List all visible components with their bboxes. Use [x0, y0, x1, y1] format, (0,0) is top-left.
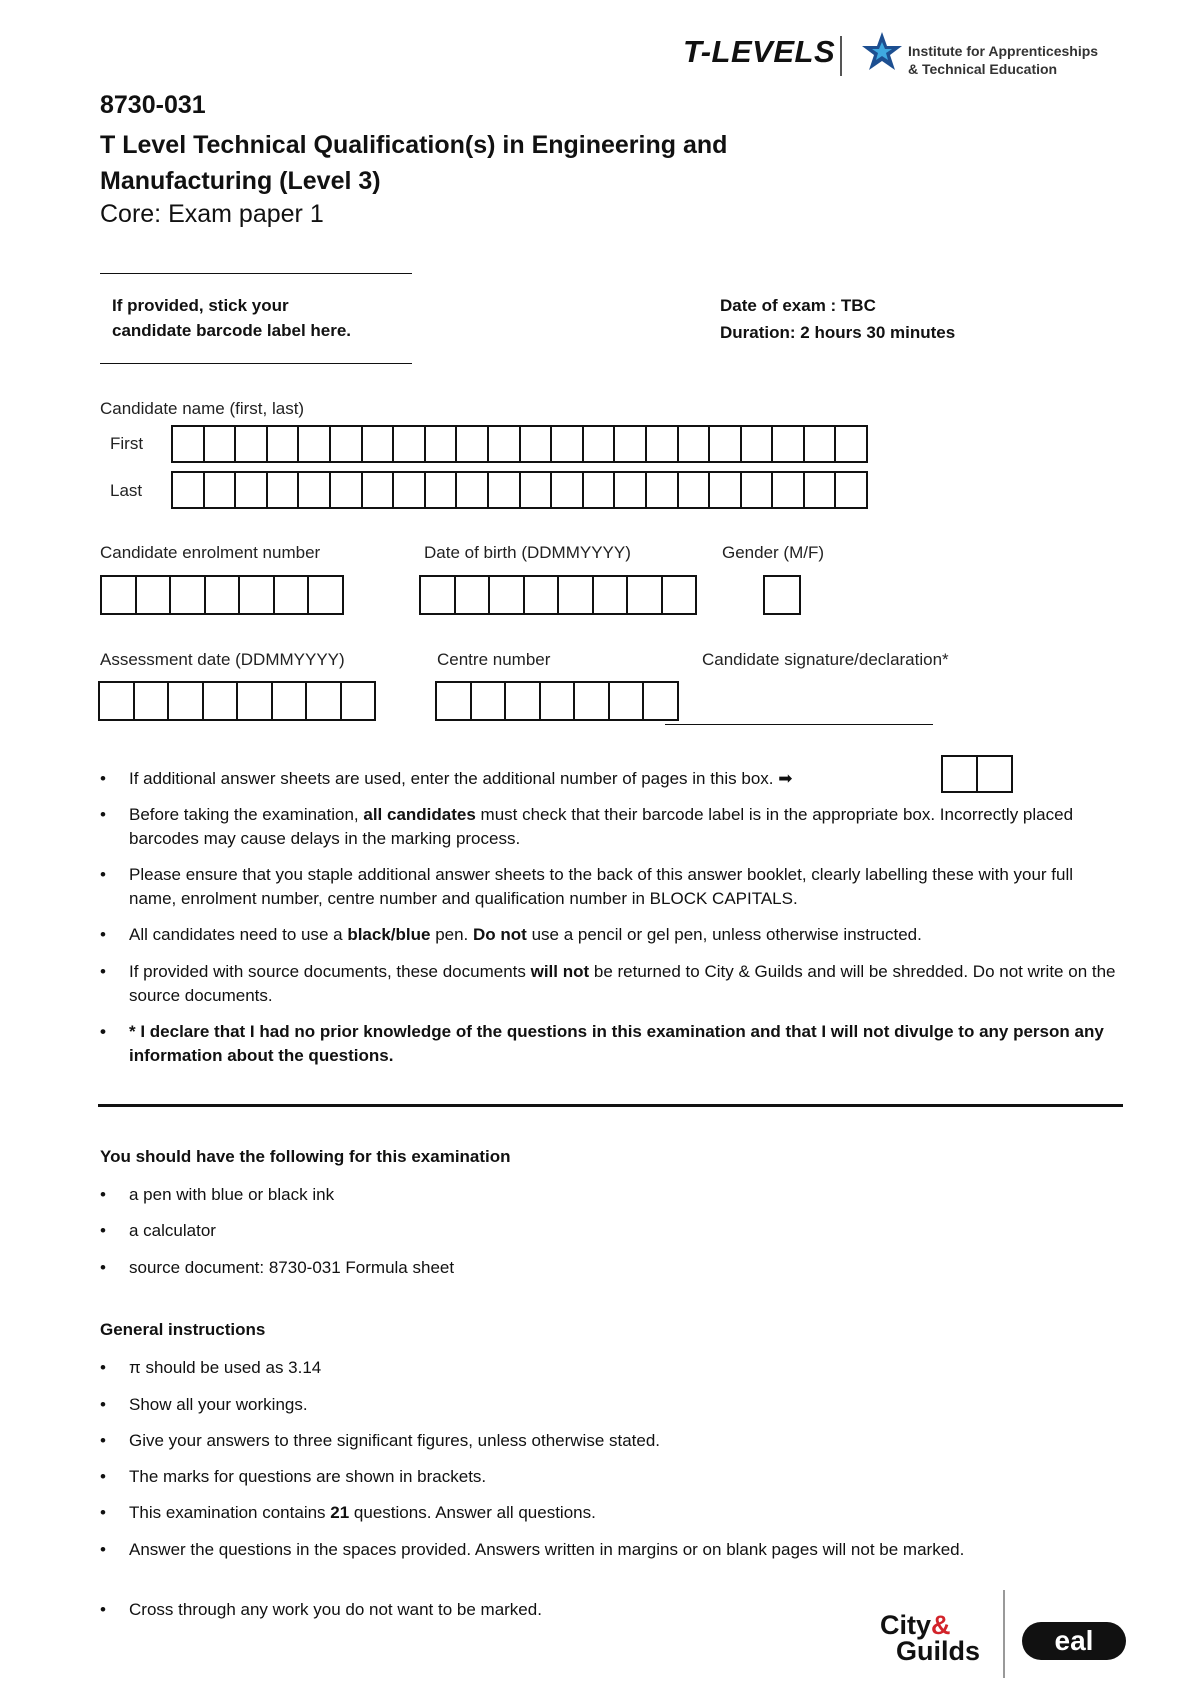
character-box[interactable] [647, 473, 679, 507]
character-box[interactable] [836, 473, 866, 507]
character-box[interactable] [457, 427, 489, 461]
character-box[interactable] [710, 473, 742, 507]
cg-city: City [880, 1610, 932, 1640]
source-text-c: be returned to City & Guilds and will be shredded. Do not write on the source documents. [129, 962, 1116, 1005]
character-box[interactable] [836, 427, 866, 461]
character-box[interactable] [268, 427, 300, 461]
character-box[interactable] [552, 473, 584, 507]
character-box[interactable] [525, 577, 560, 613]
character-box[interactable] [299, 427, 331, 461]
character-box[interactable] [205, 473, 237, 507]
character-box[interactable] [426, 473, 458, 507]
character-box[interactable] [331, 427, 363, 461]
character-box[interactable] [456, 577, 491, 613]
character-box[interactable] [102, 577, 137, 613]
character-box[interactable] [594, 577, 629, 613]
contains-text-c: questions. Answer all questions. [349, 1503, 596, 1522]
character-box[interactable] [615, 473, 647, 507]
character-box[interactable] [679, 427, 711, 461]
character-box[interactable] [552, 427, 584, 461]
bullet: • [100, 1022, 106, 1041]
exam-info [720, 292, 955, 346]
candidate-name-label: Candidate name (first, last) [100, 399, 305, 418]
character-box[interactable] [773, 473, 805, 507]
character-box[interactable] [236, 473, 268, 507]
requirements-heading: You should have the following for this examination [100, 1147, 511, 1166]
footer-logo-divider [1003, 1590, 1005, 1678]
barcode-check-text-bold: all candidates [363, 805, 476, 824]
character-box[interactable] [575, 683, 610, 719]
character-box[interactable] [710, 427, 742, 461]
additional-pages-input[interactable] [941, 755, 1013, 793]
bullet: • [100, 1258, 106, 1277]
last-name-input[interactable] [171, 471, 868, 509]
character-box[interactable] [943, 757, 978, 791]
arrow-right-icon: ➡ [778, 769, 793, 788]
character-box[interactable] [394, 473, 426, 507]
character-box[interactable] [663, 577, 696, 613]
enrolment-label: Candidate enrolment number [100, 543, 321, 562]
bullet: • [100, 769, 106, 788]
pen-text-a: All candidates need to use a [129, 925, 348, 944]
character-box[interactable] [610, 683, 645, 719]
spaces-text: Answer the questions in the spaces provided. Answers written in margins or on blank pages will not be marked. [129, 1540, 965, 1559]
paper-code: 8730-031 [100, 91, 206, 119]
character-box[interactable] [742, 473, 774, 507]
character-box[interactable] [363, 427, 395, 461]
character-box[interactable] [275, 577, 310, 613]
ifate-line-2: & Technical Education [908, 61, 1058, 77]
character-box[interactable] [268, 473, 300, 507]
bullet: • [100, 925, 106, 944]
last-name-label: Last [110, 481, 143, 500]
character-box[interactable] [363, 473, 395, 507]
centre-number-input[interactable] [435, 681, 679, 721]
character-box[interactable] [273, 683, 308, 719]
signature-line[interactable] [665, 724, 933, 725]
character-box[interactable] [299, 473, 331, 507]
character-box[interactable] [394, 427, 426, 461]
source-text-bold: will not [530, 962, 590, 981]
signature-label: Candidate signature/declaration* [702, 650, 949, 669]
character-box[interactable] [437, 683, 472, 719]
first-name-input[interactable] [171, 425, 868, 463]
barcode-bottom-line [100, 363, 412, 364]
bullet: • [100, 962, 106, 981]
character-box[interactable] [236, 427, 268, 461]
bullet: • [100, 1358, 106, 1377]
sigfig-text: Give your answers to three significant figures, unless otherwise stated. [129, 1431, 661, 1450]
staple-text: Please ensure that you staple additional answer sheets to the back of this answer booklet, clearly labelling these with your full name, enrolment number, centre number and qualification number in BLOCK CAPITALS. [129, 865, 1074, 908]
character-box[interactable] [169, 683, 204, 719]
character-box[interactable] [457, 473, 489, 507]
character-box[interactable] [521, 473, 553, 507]
character-box[interactable] [742, 427, 774, 461]
eal-logo: eal [1022, 1622, 1126, 1660]
character-box[interactable] [240, 577, 275, 613]
pen-text-c: pen. [430, 925, 474, 944]
character-box[interactable] [521, 427, 553, 461]
workings-text: Show all your workings. [129, 1395, 308, 1414]
character-box[interactable] [342, 683, 375, 719]
character-box[interactable] [489, 427, 521, 461]
character-box[interactable] [206, 577, 241, 613]
dob-input[interactable] [419, 575, 697, 615]
ifate-logo-text [908, 42, 1098, 78]
character-box[interactable] [137, 577, 172, 613]
character-box[interactable] [205, 427, 237, 461]
requirement-text: a calculator [129, 1221, 216, 1240]
cross-text: Cross through any work you do not want to be marked. [129, 1600, 542, 1619]
bullet: • [100, 865, 106, 884]
ifate-star-icon [860, 30, 904, 74]
character-box[interactable] [615, 427, 647, 461]
bullet: • [100, 1503, 106, 1522]
bullet: • [100, 1600, 106, 1619]
character-box[interactable] [805, 473, 837, 507]
general-instructions-heading: General instructions [100, 1320, 266, 1339]
character-box[interactable] [309, 577, 342, 613]
character-box[interactable] [559, 577, 594, 613]
character-box[interactable] [421, 577, 456, 613]
logo-divider [840, 36, 842, 76]
character-box[interactable] [805, 427, 837, 461]
character-box[interactable] [489, 473, 521, 507]
bullet: • [100, 1221, 106, 1240]
character-box[interactable] [773, 427, 805, 461]
bullet: • [100, 1467, 106, 1486]
marks-text: The marks for questions are shown in brackets. [129, 1467, 487, 1486]
character-box[interactable] [978, 757, 1011, 791]
pen-text-bold-2: Do not [473, 925, 527, 944]
section-divider [98, 1104, 1123, 1107]
assessment-date-label: Assessment date (DDMMYYYY) [100, 650, 345, 669]
requirement-text: source document: 8730-031 Formula sheet [129, 1258, 455, 1277]
centre-number-label: Centre number [437, 650, 551, 669]
character-box[interactable] [584, 473, 616, 507]
character-box[interactable] [541, 683, 576, 719]
bullet: • [100, 1431, 106, 1450]
character-box[interactable] [584, 427, 616, 461]
requirement-text: a pen with blue or black ink [129, 1185, 335, 1204]
contains-text-a: This examination contains [129, 1503, 331, 1522]
t-levels-logo: T-LEVELS [683, 34, 836, 69]
pen-text-e: use a pencil or gel pen, unless otherwise instructed. [526, 925, 922, 944]
character-box[interactable] [647, 427, 679, 461]
character-box[interactable] [426, 427, 458, 461]
pi-text: π should be used as 3.14 [129, 1358, 322, 1377]
character-box[interactable] [173, 473, 205, 507]
enrolment-number-input[interactable] [100, 575, 344, 615]
character-box[interactable] [238, 683, 273, 719]
paper-title: T Level Technical Qualification(s) in Engineering and Manufacturing (Level 3) [100, 131, 728, 195]
gender-input[interactable] [763, 575, 801, 615]
character-box[interactable] [100, 683, 135, 719]
character-box[interactable] [135, 683, 170, 719]
character-box[interactable] [173, 427, 205, 461]
character-box[interactable] [204, 683, 239, 719]
declaration-text: * I declare that I had no prior knowledge of the questions in this examination and that I will not divulge to any person any information about the questions. [129, 1022, 1104, 1065]
exam-date: Date of exam : TBC [720, 296, 876, 315]
barcode-line-2: candidate barcode label here. [112, 321, 352, 340]
bullet: • [100, 1540, 106, 1559]
source-text-a: If provided with source documents, these documents [129, 962, 531, 981]
character-box[interactable] [628, 577, 663, 613]
question-count: 21 [330, 1503, 350, 1522]
bullet: • [100, 1395, 106, 1414]
barcode-top-line [100, 273, 412, 274]
character-box[interactable] [644, 683, 677, 719]
cg-guilds: Guilds [896, 1636, 981, 1666]
bullet: • [100, 1185, 106, 1204]
paper-subtitle: Core: Exam paper 1 [100, 200, 324, 228]
ifate-line-1: Institute for Apprenticeships [908, 43, 1099, 59]
gender-label: Gender (M/F) [722, 543, 825, 562]
character-box[interactable] [679, 473, 711, 507]
additional-sheets-text: If additional answer sheets are used, enter the additional number of pages in this box. [129, 769, 774, 788]
barcode-check-text-a: Before taking the examination, [129, 805, 364, 824]
barcode-line-1: If provided, stick your [112, 296, 289, 315]
character-box[interactable] [307, 683, 342, 719]
exam-duration: Duration: 2 hours 30 minutes [720, 323, 956, 342]
assessment-date-input[interactable] [98, 681, 376, 721]
character-box[interactable] [506, 683, 541, 719]
cg-ampersand: & [931, 1610, 951, 1640]
barcode-instruction [112, 293, 351, 343]
dob-label: Date of birth (DDMMYYYY) [424, 543, 631, 562]
character-box[interactable] [331, 473, 363, 507]
character-box[interactable] [171, 577, 206, 613]
bullet: • [100, 805, 106, 824]
barcode-check-text-c: must check that their barcode label is in the appropriate box. Incorrectly placed barcodes may cause delays in the marking process. [129, 805, 1074, 848]
character-box[interactable] [490, 577, 525, 613]
pen-text-bold-1: black/blue [347, 925, 431, 944]
city-guilds-logo [880, 1612, 980, 1664]
first-name-label: First [110, 434, 144, 453]
character-box[interactable] [472, 683, 507, 719]
